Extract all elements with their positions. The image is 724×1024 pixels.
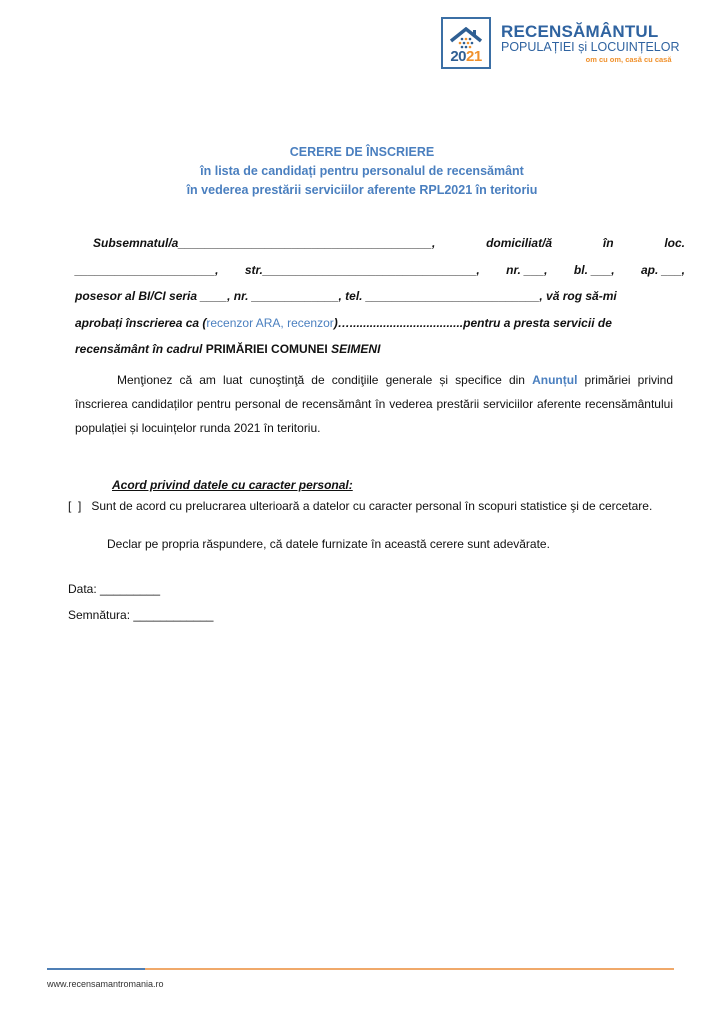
paragraph-text-a: Menţionez că am luat cunoştinţă de condiţiile generale și specifice din xyxy=(117,373,533,387)
footer-divider-accent xyxy=(47,968,145,970)
logo-year-part1: 20 xyxy=(450,48,466,65)
title-line-1: CERERE DE ÎNSCRIERE xyxy=(289,145,435,159)
domicile-label: domiciliat/ă xyxy=(486,236,553,250)
title-line-3: în vederea prestării serviciilor aferente RPL2021 în teritoriu xyxy=(186,183,538,197)
commune-name: SEIMENI xyxy=(331,342,381,356)
institution-name: PRIMĂRIEI COMUNEI xyxy=(205,342,332,356)
consent-checkbox[interactable]: [ ] xyxy=(68,499,82,513)
institution-label: recensământ în cadrul xyxy=(75,342,206,356)
announcement-link[interactable]: Anunțul xyxy=(532,373,578,387)
paragraph-text-b: primăriei privind înscrierea candidaților pentru personal de recensământ în vederea prestării serviciilor aferente recensământului populației și locuințelor runda 2021 în teritoriu. xyxy=(75,373,674,435)
acknowledgement-paragraph xyxy=(75,368,673,440)
census-logo xyxy=(441,17,680,69)
title-line-2: în lista de candidați pentru personalul de recensământ xyxy=(200,164,524,178)
id-phone-fields[interactable]: posesor al BI/CI seria ____, nr. _____________, tel. __________________________, vă rog să-mi xyxy=(75,289,617,303)
house-roof-icon xyxy=(448,27,484,49)
logo-year xyxy=(450,49,481,64)
name-blank[interactable]: ______________________________________, xyxy=(178,236,436,250)
name-field xyxy=(75,230,435,257)
role-field xyxy=(75,310,612,337)
consent-heading: Acord privind datele cu caracter personal: xyxy=(112,478,353,492)
block-field[interactable]: bl. ___, xyxy=(573,262,615,277)
in-label: în xyxy=(602,236,614,250)
document-title xyxy=(0,143,724,200)
logo-subtitle: POPULAȚIEI și LOCUINȚELOR xyxy=(501,39,680,54)
footer-divider xyxy=(47,968,674,970)
name-label: Subsemnatul/a xyxy=(93,236,179,250)
form-line-5 xyxy=(75,336,685,363)
role-blank[interactable]: )…..................................pentru a presta servicii de xyxy=(333,315,612,330)
apartment-field[interactable]: ap. ___, xyxy=(640,262,685,277)
logo-emblem xyxy=(441,17,491,69)
form-line-2 xyxy=(75,257,685,284)
footer-url[interactable]: www.recensamantromania.ro xyxy=(47,979,164,989)
role-label: aprobați înscrierea ca ( xyxy=(75,315,207,330)
role-options: recenzor ARA, recenzor xyxy=(206,315,334,330)
locality-label: loc. xyxy=(664,236,685,250)
form-line-1 xyxy=(75,230,685,257)
form-line-3 xyxy=(75,283,685,310)
locality-blank[interactable]: _____________________, xyxy=(75,262,219,277)
street-field[interactable]: str.________________________________, xyxy=(244,262,480,277)
consent-text: Sunt de acord cu prelucrarea ulterioară a datelor cu caracter personal în scopuri statistice şi de cercetare. xyxy=(91,499,653,513)
consent-statement xyxy=(68,497,674,515)
logo-title: RECENSĂMÂNTUL xyxy=(501,21,659,41)
declaration-text: Declar pe propria răspundere, că datele furnizate în această cerere sunt adevărate. xyxy=(107,537,550,551)
date-field[interactable]: Data: _________ xyxy=(68,582,161,596)
logo-tagline: om cu om, casă cu casă xyxy=(585,55,672,64)
logo-year-part2: 21 xyxy=(466,48,482,65)
number-field[interactable]: nr. ___, xyxy=(506,262,548,277)
form-line-4 xyxy=(75,310,685,337)
logo-text xyxy=(501,23,680,64)
signature-field[interactable]: Semnătura: ____________ xyxy=(68,608,214,622)
application-form xyxy=(75,230,685,363)
